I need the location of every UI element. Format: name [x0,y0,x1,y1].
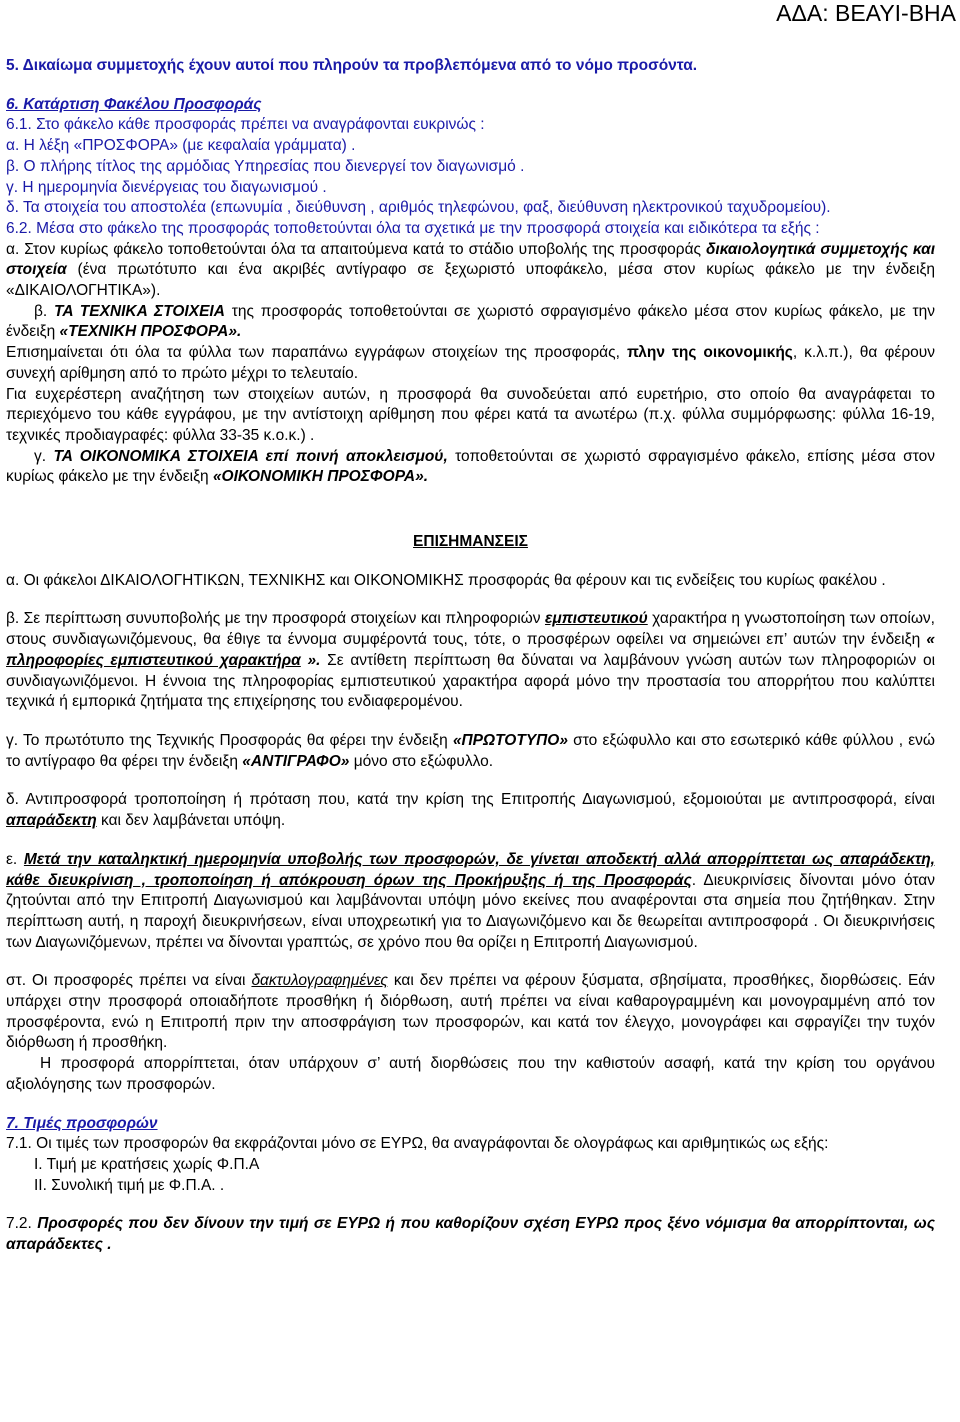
note-a: α. Οι φάκελοι ΔΙΚΑΙΟΛΟΓΗΤΙΚΩΝ, ΤΕΧΝΙΚΗΣ και ΟΙΚΟΝΟΜΙΚΗΣ προσφοράς θα φέρουν και τις ενδείξεις του κυρίως φακέλου . [6,571,886,589]
section-6-title: 6. Κατάρτιση Φακέλου Προσφοράς [6,95,262,113]
price-item-2: ΙΙ. Συνολική τιμή με Φ.Π.Α. . [34,1176,225,1194]
item-6-1-d: δ. Τα στοιχεία του αποστολέα (επωνυμία , διεύθυνση , αριθμός τηλεφώνου, φαξ, διεύθυνση ηλεκτρονικού ταχυδρομείου). [6,199,831,217]
notes-title: ΕΠΙΣΗΜΑΝΣΕΙΣ [413,533,528,551]
note-b: β. Σε περίπτωση συνυποβολής με την προσφορά στοιχείων και πληροφοριών εμπιστευτικού χαρακτήρα η γνωστοποίηση των οποίων, στους συνδιαγωνιζόμενους, θα έθιγε τα έννομα συμφέροντά τους, τότε, ο προσφέρων οφείλει να σημειώνει επ’ αυτών την ένδειξη « πληροφορίες εμπιστευτικού χαρακτήρα ». Σε αντίθετη περίπτωση θα δύναται να λαμβάνουν γνώση αυτών των πληροφοριών οι συνδιαγωνιζόμενοι. Η έννοια της πληροφορίας εμπιστευτικού χαρακτήρα αφορά μόνο την προστασία του απορρήτου που καλύπτει τεχνικά ή εμπορικά ζητήματα της επιχείρησης του ενδιαφερομένου. [6,610,936,711]
section-7-title: 7. Τιμές προσφορών [6,1114,158,1132]
para-6-1: 6.1. Στο φάκελο κάθε προσφοράς πρέπει να αναγράφονται ευκρινώς : [6,116,485,134]
item-6-2-a: α. Στον κυρίως φάκελο τοποθετούνται όλα τα απαιτούμενα κατά το στάδιο υποβολής της προσφοράς δικαιολογητικά συμμετοχής και στοιχεία (ένα πρωτότυπο και ένα ακριβές αντίγραφο σε ξεχωριστό υποφάκελο, μέσα στον κυρίως φάκελο με την ένδειξη «ΔΙΚΑΙΟΛΟΓΗΤΙΚΑ»). [6,240,935,300]
index-note: Για ευχερέστερη αναζήτηση των στοιχείων αυτών, η προσφορά θα συνοδεύεται από ευρετήριο, στο οποίο θα αναγράφεται το περιεχόμενο του κάθε εγγράφου, με την αντίστοιχη αρίθμηση που φέρει κατά τα ανωτέρω (π.χ. φύλλα συμμόρφωσης: φύλλα 16-19, τεχνικές προδιαγραφές: φύλλα 33-35 κ.ο.κ.) . [6,385,935,444]
para-7-1: 7.1. Οι τιμές των προσφορών θα εκφράζονται μόνο σε ΕΥΡΩ, θα αναγράφονται δε ολογράφως και αριθμητικώς ως εξής: [6,1135,829,1153]
emphasis-note: Επισημαίνεται ότι όλα τα φύλλα των παραπάνω εγγράφων στοιχείων της προσφοράς, πλην της οικονομικής, κ.λ.π.), θα φέρουν συνεχή αρίθμηση από το πρώτο μέχρι το τελευταίο. [6,344,935,382]
item-6-1-g: γ. Η ημερομηνία διενέργειας του διαγωνισμού . [6,178,327,196]
note-st: στ. Οι προσφορές πρέπει να είναι δακτυλογραφημένες και δεν πρέπει να φέρουν ξύσματα, σβησίματα, προσθήκες, διορθώσεις. Εάν υπάρχει στην προσφορά οποιαδήποτε προσθήκη ή διόρθωση, αυτή πρέπει να είναι καθαρογραμμένη και μονογραμμένη από τον προσφέροντα, ενώ η Επιτροπή πριν την αποσφράγιση των προσφορών, και κατά τον έλεγχο, μονογράφει και σφραγίζει την τυχόν διόρθωση ή προσθήκη. [6,972,935,1052]
document-page [6,56,935,1256]
item-6-2-b: β. ΤΑ ΤΕΧΝΙΚΑ ΣΤΟΙΧΕΙΑ της προσφοράς τοποθετούνται σε χωριστό σφραγισμένο φάκελο μέσα στον κυρίως φάκελο, με την ένδειξη «ΤΕΧΝΙΚΗ ΠΡΟΣΦΟΡΑ». [6,302,935,341]
ada-code: ΑΔΑ: ΒΕΑΥΙ-ΒΗΑ [776,0,956,26]
item-6-1-b: β. Ο πλήρης τίτλος της αρμόδιας Υπηρεσίας που διενεργεί τον διαγωνισμό . [6,157,525,175]
note-e: ε. Μετά την καταληκτική ημερομηνία υποβολής των προσφορών, δε γίνεται αποδεκτή αλλά απορρίπτεται ως απαράδεκτη, κάθε διευκρίνιση , τροποποίηση ή απόκρουση όρων της Προκήρυξης ή της Προσφοράς. Διευκρινίσεις δίνονται μόνο όταν ζητούνται από την Επιτροπή Διαγωνισμού και λαμβάνονται υπόψη μόνο εκείνες που αναφέρονται στα σημεία που ζητήθηκαν. Στην περίπτωση αυτή, η παροχή διευκρινήσεων, είναι υποχρεωτική για το Διαγωνιζόμενο και δε θεωρείται αντιπροσφορά . Οι διευκρινήσεις των Διαγωνιζόμενων, πρέπει να δίνονται γραπτώς, σε χρόνο που θα ορίζει η Επιτροπή Διαγωνισμού. [6,850,935,951]
price-item-1: Ι. Τιμή με κρατήσεις χωρίς Φ.Π.Α [34,1155,260,1173]
item-6-1-a: α. Η λέξη «ΠΡΟΣΦΟΡΑ» (με κεφαλαία γράμματα) . [6,137,356,155]
note-reject: Η προσφορά απορρίπτεται, όταν υπάρχουν σ’ αυτή διορθώσεις που την καθιστούν ασαφή, κατά την κρίση του οργάνου αξιολόγησης των προσφορών. [6,1055,935,1093]
section-5: 5. Δικαίωμα συμμετοχής έχουν αυτοί που πληρούν τα προβλεπόμενα από το νόμο προσόντα. [6,57,698,74]
note-d: δ. Αντιπροσφορά τροποποίηση ή πρόταση που, κατά την κρίση της Επιτροπής Διαγωνισμού, εξομοιούται με αντιπροσφορά, είναι απαράδεκτη και δεν λαμβάνεται υπόψη. [6,791,935,830]
para-7-2: 7.2. Προσφορές που δεν δίνουν την τιμή σε ΕΥΡΩ ή που καθορίζουν σχέση ΕΥΡΩ προς ξένο νόμισμα θα απορρίπτονται, ως απαράδεκτες . [6,1215,935,1254]
note-g: γ. Το πρωτότυπο της Τεχνικής Προσφοράς θα φέρει την ένδειξη «ΠΡΩΤΟΤΥΠΟ» στο εξώφυλλο και στο εσωτερικό κάθε φύλλου , ενώ το αντίγραφο θα φέρει την ένδειξη «ΑΝΤΙΓΡΑΦΟ» μόνο στο εξώφυλλο. [6,731,936,770]
para-6-2: 6.2. Μέσα στο φάκελο της προσφοράς τοποθετούνται όλα τα σχετικά με την προσφορά στοιχεία και ειδικότερα τα εξής : [6,219,820,237]
item-6-2-g: γ. ΤΑ ΟΙΚΟΝΟΜΙΚΑ ΣΤΟΙΧΕΙΑ επί ποινή αποκλεισμού, τοποθετούνται σε χωριστό σφραγισμένο φάκελο, επίσης μέσα στον κυρίως φάκελο με την ένδειξη «ΟΙΚΟΝΟΜΙΚΗ ΠΡΟΣΦΟΡΑ». [6,447,935,486]
